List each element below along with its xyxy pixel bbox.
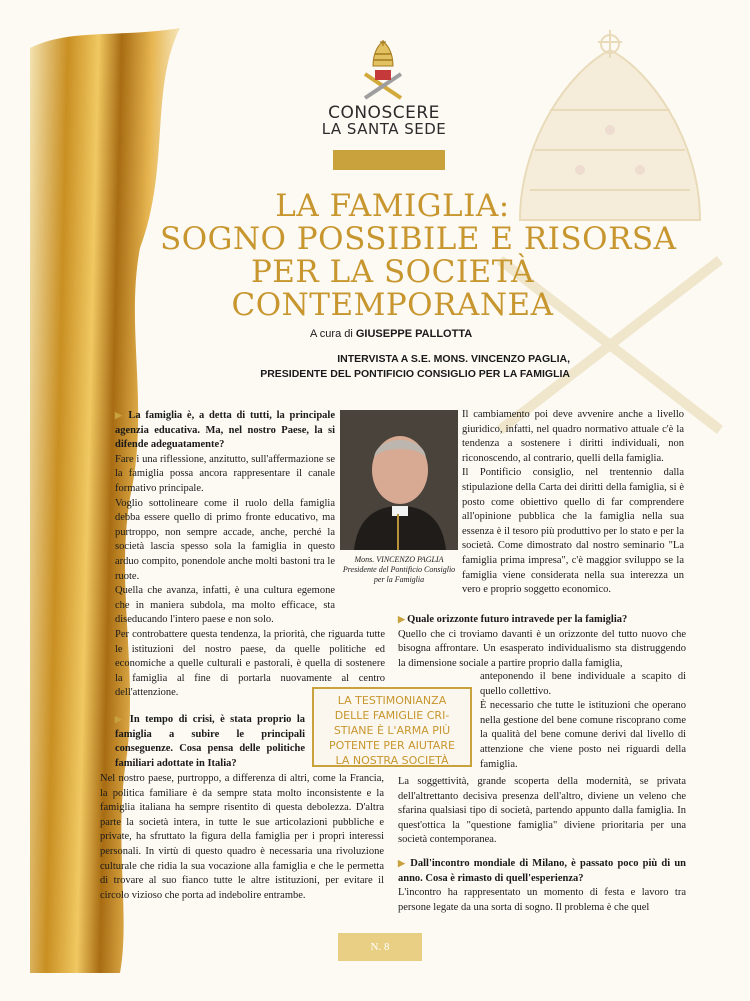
bullet-triangle-icon: ▶ — [398, 857, 411, 868]
article-column-middle-c — [398, 775, 686, 915]
holy-see-emblem-icon — [355, 40, 411, 102]
masthead-line2: LA SANTA SEDE — [321, 120, 447, 138]
pull-quote-line: DELLE FAMIGLIE CRI- — [334, 709, 450, 722]
byline-prefix: A cura di — [310, 328, 356, 340]
bullet-triangle-icon: ▶ — [115, 410, 129, 420]
article-column-left-a2 — [100, 772, 384, 903]
question-1: ▶ La famiglia è, a detta di tutti, la principale agenzia educativa. Ma, nel nostro Paese, la si difende adeguatamente? — [115, 410, 335, 451]
article-column-left — [115, 408, 335, 628]
article-column-middle-b — [480, 670, 686, 772]
title-line: SOGNO POSSIBILE E RISORSA — [160, 221, 677, 257]
answer-paragraph: È necessario che tutte le istituzioni che operano nella gestione del bene comune riscoprano come la qualità del bene comune derivi dal livello di attenzione che viene posto nei riguardi della famiglia. — [480, 700, 686, 770]
pull-quote — [312, 687, 472, 767]
byline — [310, 328, 472, 340]
masthead-bar — [333, 150, 445, 170]
pull-quote-line: LA TESTIMONIANZA — [337, 694, 447, 707]
masthead — [320, 105, 448, 137]
portrait-photo — [340, 410, 458, 550]
interview-subtitle — [240, 352, 570, 382]
photo-caption — [338, 555, 460, 585]
article-column-middle — [398, 612, 686, 671]
article-column-left-q2 — [115, 712, 305, 771]
question-4: ▶ Quale orizzonte futuro intravede per la famiglia? — [398, 614, 628, 625]
answer-paragraph: Fare i una riflessione, anzitutto, sull'affermazione se la famiglia possa ancora rappresentare il canale formativo principale. — [115, 453, 335, 494]
answer-paragraph: Nel nostro paese, purtroppo, a differenza di altri, come la Francia, la politica familiare è da sempre stata molto inconsistente e la famiglia italiana ha sempre risentito di questa debolezza. D'altra parte la società intera, in tutte le sue articolazioni pubbliche e private, ha sfruttato la figura della famiglia per i propri interessi personali. In virtù di questo quadro è necessaria una rivoluzione culturale che ridia la sua vocazione alla famiglia e che le permetta di trovare al suo fianco tutte le altre istituzioni, per evitare il circolo vizioso che porta ad indebolire entrambe. — [100, 773, 384, 901]
interview-line1: INTERVISTA A S.E. MONS. VINCENZO PAGLIA, — [337, 353, 570, 365]
title-line: CONTEMPORANEA — [231, 287, 554, 323]
answer-paragraph: Voglio sottolineare come il ruolo della famiglia debba essere quello di primo fronte educativo, ma purtroppo, non sempre accade, anche, perché la società lascia spesso sola la famiglia in questo arduo compito, ponendole anche molti bastoni tra le ruote. — [115, 497, 335, 582]
interview-line2: PRESIDENTE DEL PONTIFICIO CONSIGLIO PER LA FAMIGLIA — [260, 368, 570, 380]
answer-paragraph: Quello che ci troviamo davanti è un orizzonte del tutto nuovo che bisogna affrontare. Un esasperato individualismo sta distruggendo la dimensione sociale a partire proprio dalla famiglia, — [398, 628, 686, 669]
bullet-triangle-icon: ▶ — [398, 614, 408, 624]
bullet-triangle-icon: ▶ — [115, 714, 130, 724]
question-5: ▶ Dall'incontro mondiale di Milano, è passato poco più di un anno. Cosa è rimasto di quell'esperienza? — [398, 857, 687, 884]
answer-paragraph: Quella che avanza, infatti, è una cultura egemone che in maniera subdola, ma molto efficace, sta diseducando l'intero paese e non solo. — [115, 585, 335, 626]
answer-paragraph: anteponendo il bene individuale a scapito di quello collettivo. — [480, 671, 686, 697]
answer-paragraph: Il Pontificio consiglio, nel trentennio dalla stipulazione della Carta dei diritti della famiglia, si è posto come obiettivo quello di far comprendere all'opinione pubblica che la famiglia nella sua essenza è il tesoro più produttivo per lo stato e per la società. Come dimostrato dal nostro seminario "La famiglia prima impresa", c'è maggior sviluppo se la famiglia viene considerata nella sua interezza un vero e proprio soggetto economico. — [462, 467, 684, 596]
answer-paragraph: La soggettività, grande scoperta della modernità, se privata dell'altrettanto decisiva presenza dell'altro, diviene un veleno che sfarina qualsiasi tipo di società, partendo appunto dalla famiglia. In quest'ottica la "questione famiglia" diviene prioritaria per una società contemporanea. — [398, 776, 686, 846]
answer-paragraph: Il cambiamento poi deve avvenire anche a livello giuridico, infatti, nel quadro normativo attuale c'è la tendenza a sostenere i diritti individuali, non riconoscendo, al contrario, quelli della famiglia. — [462, 409, 684, 464]
caption-line: per la Famiglia — [373, 575, 425, 584]
caption-line: Mons. VINCENZO PAGLIA — [354, 555, 444, 564]
portrait-image — [340, 410, 458, 550]
caption-line: Presidente del Pontificio Consiglio — [342, 565, 456, 574]
article-column-right — [462, 408, 684, 598]
pull-quote-line: POTENTE PER AIUTARE — [329, 739, 455, 752]
title-line: PER LA SOCIETÀ — [250, 254, 535, 290]
byline-author: GIUSEPPE PALLOTTA — [355, 328, 473, 340]
page-title — [160, 188, 677, 323]
pull-quote-line: STIANE È L'ARMA PIÙ — [333, 724, 451, 737]
answer-paragraph: Per controbattere questa tendenza, la priorità, che riguarda tutte le istituzioni del nostro paese, da quelle politiche ed economiche a quelle culturali e pastorali, è quella di sostenere la famiglia al fine di portarla nuovamente al centro dell'attenzione. — [115, 629, 385, 699]
pull-quote-line: LA NOSTRA SOCIETÀ — [335, 754, 449, 767]
masthead-line1: CONOSCERE — [328, 103, 440, 123]
title-line: LA FAMIGLIA: — [275, 188, 510, 224]
answer-paragraph: L'incontro ha rappresentato un momento di festa e lavoro tra persone legate da una sorta di sogno. Il problema è che quel — [398, 887, 686, 913]
question-2: ▶ In tempo di crisi, è stata proprio la famiglia a subire le principali conseguenze. Cosa pensa delle politiche familiari adottate in Italia? — [115, 714, 305, 769]
page-number: N. 8 — [338, 933, 422, 961]
